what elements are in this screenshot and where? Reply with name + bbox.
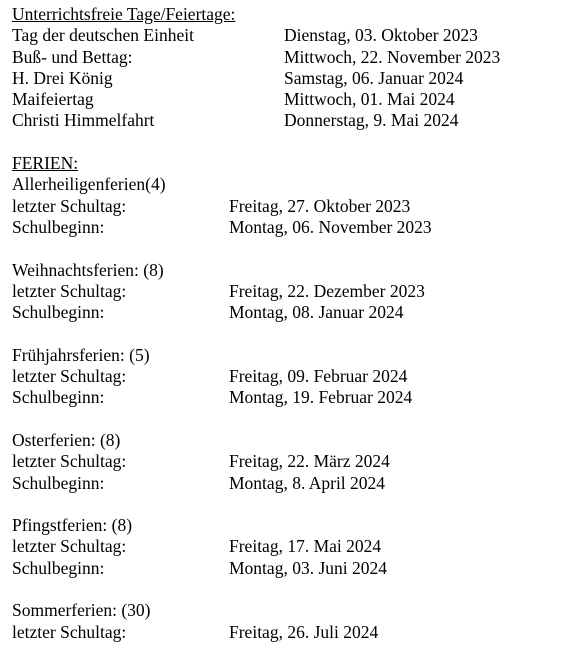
- ferien-block-title: Weihnachtsferien: (8): [12, 259, 164, 280]
- holidays-heading: Unterrichtsfreie Tage/Feiertage:: [12, 4, 236, 24]
- ferien-row-date: Freitag, 26. Juli 2024: [229, 621, 379, 642]
- holiday-date: Mittwoch, 01. Mai 2024: [284, 89, 455, 110]
- ferien-block-title-line: [12, 260, 557, 281]
- ferien-block-title: Allerheiligenferien(4): [12, 174, 166, 195]
- ferien-row: [12, 217, 557, 238]
- ferien-row-label: letzter Schultag:: [12, 280, 127, 301]
- ferien-row: [12, 558, 557, 579]
- holiday-row: [12, 47, 557, 68]
- ferien-row-date: Freitag, 09. Februar 2024: [229, 366, 408, 387]
- ferien-row-label: letzter Schultag:: [12, 621, 127, 642]
- ferien-row: [12, 451, 557, 472]
- ferien-block-title-line: [12, 515, 557, 536]
- holiday-date: Donnerstag, 9. Mai 2024: [284, 110, 459, 131]
- document-page: [12, 4, 557, 643]
- ferien-heading-line: [12, 153, 557, 174]
- ferien-row-label: letzter Schultag:: [12, 451, 127, 472]
- holiday-date: Samstag, 06. Januar 2024: [284, 67, 464, 88]
- block-spacer: [12, 409, 557, 430]
- block-spacer: [12, 494, 557, 515]
- block-spacer: [12, 323, 557, 344]
- ferien-row-label: letzter Schultag:: [12, 366, 127, 387]
- ferien-row-date: Freitag, 27. Oktober 2023: [229, 195, 411, 216]
- holiday-name: H. Drei König: [12, 67, 113, 88]
- ferien-row-date: Montag, 19. Februar 2024: [229, 387, 413, 408]
- ferien-row-label: letzter Schultag:: [12, 195, 127, 216]
- ferien-row-date: Montag, 8. April 2024: [229, 472, 386, 493]
- section-spacer: [12, 132, 557, 153]
- ferien-row: [12, 196, 557, 217]
- ferien-block-title: Sommerferien: (30): [12, 600, 151, 621]
- ferien-row-label: letzter Schultag:: [12, 536, 127, 557]
- ferien-row-label: Schulbeginn:: [12, 302, 105, 323]
- ferien-block-title-line: [12, 430, 557, 451]
- holiday-row: [12, 25, 557, 46]
- holiday-name: Maifeiertag: [12, 89, 94, 110]
- block-spacer: [12, 238, 557, 259]
- holiday-row: [12, 89, 557, 110]
- ferien-row-date: Freitag, 17. Mai 2024: [229, 536, 382, 557]
- holiday-date: Mittwoch, 22. November 2023: [284, 46, 501, 67]
- ferien-heading: FERIEN:: [12, 153, 79, 174]
- holiday-name: Buß- und Bettag:: [12, 46, 133, 67]
- ferien-row-date: Montag, 08. Januar 2024: [229, 302, 404, 323]
- ferien-row-date: Montag, 06. November 2023: [229, 216, 432, 237]
- ferien-block-title: Frühjahrsferien: (5): [12, 344, 150, 365]
- ferien-block-title-line: [12, 600, 557, 621]
- ferien-row-date: Freitag, 22. März 2024: [229, 451, 390, 472]
- ferien-row: [12, 387, 557, 408]
- ferien-block-title-line: [12, 345, 557, 366]
- ferien-row: [12, 302, 557, 323]
- holidays-heading-line: [12, 4, 557, 25]
- ferien-row-date: Freitag, 22. Dezember 2023: [229, 280, 425, 301]
- ferien-block-title: Pfingstferien: (8): [12, 515, 133, 536]
- block-spacer: [12, 579, 557, 600]
- ferien-row: [12, 366, 557, 387]
- ferien-row-label: Schulbeginn:: [12, 557, 105, 578]
- ferien-row-label: Schulbeginn:: [12, 472, 105, 493]
- ferien-block-title: Osterferien: (8): [12, 429, 121, 450]
- holiday-date: Dienstag, 03. Oktober 2023: [284, 25, 478, 46]
- ferien-row: [12, 281, 557, 302]
- ferien-row-label: Schulbeginn:: [12, 216, 105, 237]
- ferien-row-label: Schulbeginn:: [12, 387, 105, 408]
- ferien-row-date: Montag, 03. Juni 2024: [229, 557, 387, 578]
- holiday-row: [12, 68, 557, 89]
- ferien-block-title-line: [12, 174, 557, 195]
- ferien-row: [12, 622, 557, 643]
- ferien-row: [12, 536, 557, 557]
- holiday-name: Tag der deutschen Einheit: [12, 25, 194, 46]
- holiday-row: [12, 110, 557, 131]
- holiday-name: Christi Himmelfahrt: [12, 110, 155, 131]
- ferien-row: [12, 473, 557, 494]
